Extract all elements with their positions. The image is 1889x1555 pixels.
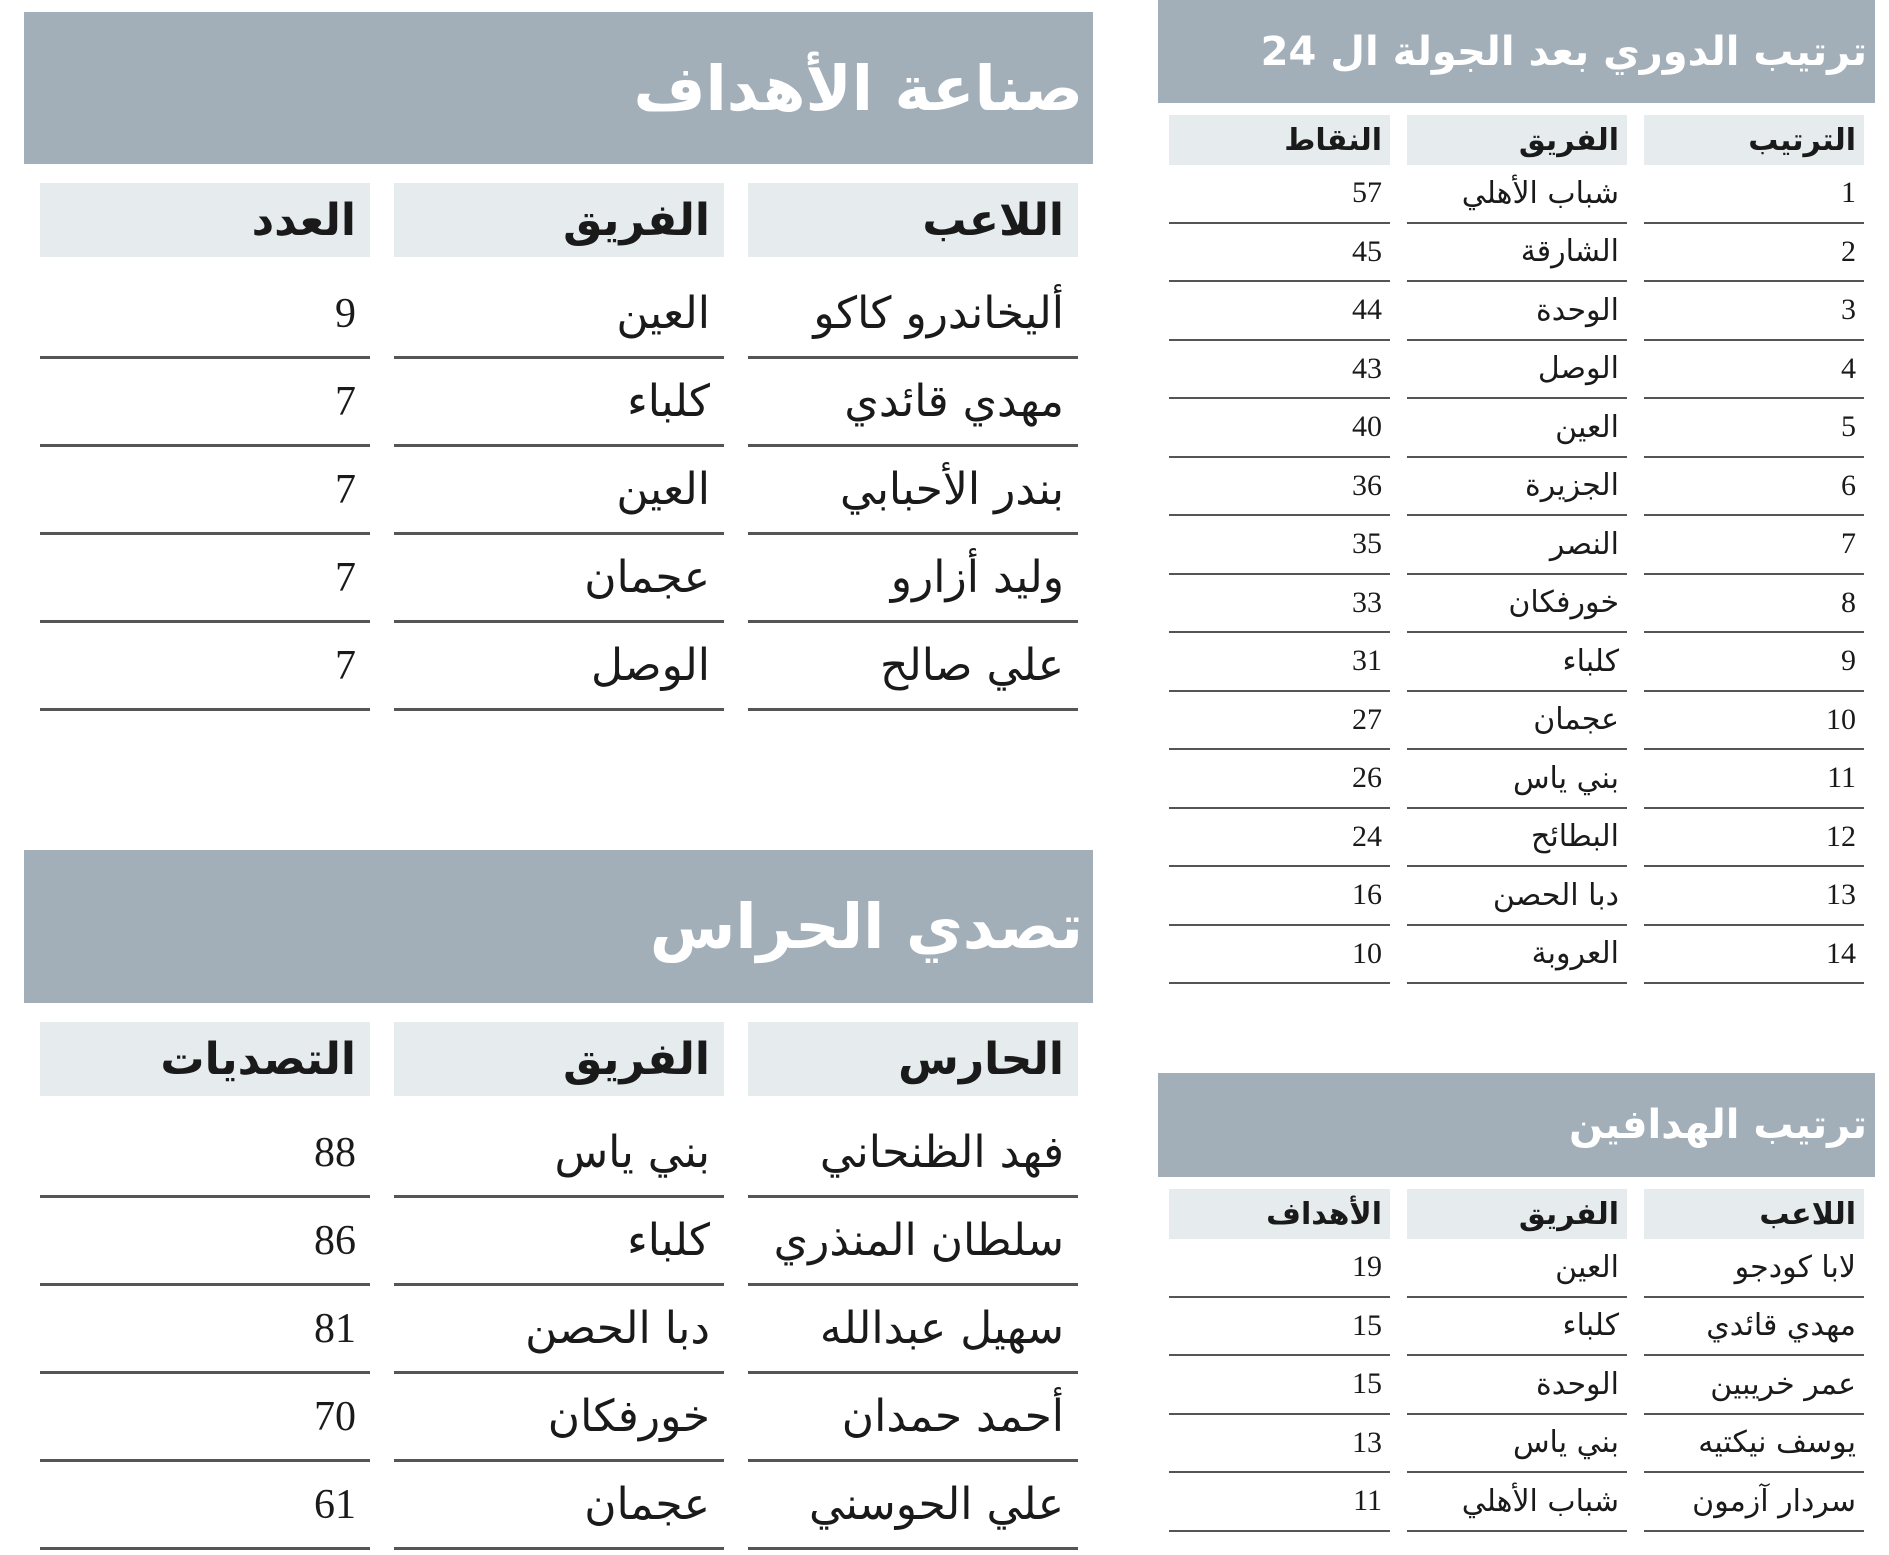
assists-player-cell: وليد أزارو bbox=[748, 535, 1078, 623]
standings-points-cell: 44 bbox=[1169, 282, 1390, 341]
standings-col-points bbox=[1169, 115, 1390, 984]
goalkeeper-name-cell: أحمد حمدان bbox=[748, 1374, 1078, 1462]
standings-points-cell: 31 bbox=[1169, 633, 1390, 692]
column-header-count: العدد bbox=[40, 183, 370, 257]
assists-team-cell: عجمان bbox=[394, 535, 724, 623]
scorer-name-cell: يوسف نيكتيه bbox=[1644, 1415, 1864, 1474]
column-header-team: الفريق bbox=[394, 183, 724, 257]
standings-col-team bbox=[1407, 115, 1627, 984]
standings-team-cell: شباب الأهلي bbox=[1407, 165, 1627, 224]
scorer-team-cell: كلباء bbox=[1407, 1298, 1627, 1357]
assists-col-player bbox=[748, 183, 1078, 711]
assists-count-cell: 7 bbox=[40, 359, 370, 447]
goalkeeper-team-cell: عجمان bbox=[394, 1462, 724, 1550]
standings-team-cell: النصر bbox=[1407, 516, 1627, 575]
scorer-team-cell: بني ياس bbox=[1407, 1415, 1627, 1474]
standings-rank-cell: 10 bbox=[1644, 692, 1864, 751]
scorer-name-cell: مهدي قائدي bbox=[1644, 1298, 1864, 1357]
standings-rank-cell: 4 bbox=[1644, 341, 1864, 400]
standings-rank-cell: 13 bbox=[1644, 867, 1864, 926]
assists-team-cell: العين bbox=[394, 447, 724, 535]
column-header-saves: التصديات bbox=[40, 1022, 370, 1096]
column-header-team: الفريق bbox=[1407, 1189, 1627, 1239]
scorer-team-cell: العين bbox=[1407, 1239, 1627, 1298]
scorer-name-cell: سردار آزمون bbox=[1644, 1473, 1864, 1532]
goalkeepers-col-saves bbox=[40, 1022, 370, 1550]
standings-rank-cell: 8 bbox=[1644, 575, 1864, 634]
column-header-rank: الترتيب bbox=[1644, 115, 1864, 165]
goalkeepers-col-player bbox=[748, 1022, 1078, 1550]
goalkeepers-title: تصدي الحراس bbox=[649, 890, 1083, 963]
scorer-goals-cell: 15 bbox=[1169, 1356, 1390, 1415]
standings-title-banner bbox=[1158, 0, 1875, 103]
assists-player-cell: أليخاندرو كاكو bbox=[748, 271, 1078, 359]
scorers-title: ترتيب الهدافين bbox=[1569, 1102, 1867, 1148]
assists-title-banner bbox=[24, 12, 1093, 164]
goalkeeper-team-cell: دبا الحصن bbox=[394, 1286, 724, 1374]
goalkeeper-saves-cell: 70 bbox=[40, 1374, 370, 1462]
scorer-goals-cell: 15 bbox=[1169, 1298, 1390, 1357]
assists-player-cell: مهدي قائدي bbox=[748, 359, 1078, 447]
goalkeeper-name-cell: علي الحوسني bbox=[748, 1462, 1078, 1550]
scorer-team-cell: شباب الأهلي bbox=[1407, 1473, 1627, 1532]
assists-player-cell: بندر الأحبابي bbox=[748, 447, 1078, 535]
assists-title: صناعة الأهداف bbox=[633, 51, 1083, 125]
scorers-col-team bbox=[1407, 1189, 1627, 1532]
assists-team-cell: العين bbox=[394, 271, 724, 359]
column-header-goals: الأهداف bbox=[1169, 1189, 1390, 1239]
column-header-team: الفريق bbox=[1407, 115, 1627, 165]
assists-count-cell: 7 bbox=[40, 535, 370, 623]
standings-rank-cell: 12 bbox=[1644, 809, 1864, 868]
standings-rank-cell: 1 bbox=[1644, 165, 1864, 224]
standings-points-cell: 40 bbox=[1169, 399, 1390, 458]
goalkeeper-name-cell: سلطان المنذري bbox=[748, 1198, 1078, 1286]
standings-team-cell: الشارقة bbox=[1407, 224, 1627, 283]
assists-count-cell: 7 bbox=[40, 623, 370, 711]
standings-rank-cell: 7 bbox=[1644, 516, 1864, 575]
standings-team-cell: خورفكان bbox=[1407, 575, 1627, 634]
assists-team-cell: الوصل bbox=[394, 623, 724, 711]
standings-points-cell: 45 bbox=[1169, 224, 1390, 283]
standings-title: ترتيب الدوري بعد الجولة ال 24 bbox=[1260, 28, 1867, 75]
goalkeeper-team-cell: خورفكان bbox=[394, 1374, 724, 1462]
standings-team-cell: الوصل bbox=[1407, 341, 1627, 400]
goalkeeper-team-cell: كلباء bbox=[394, 1198, 724, 1286]
standings-team-cell: دبا الحصن bbox=[1407, 867, 1627, 926]
standings-rank-cell: 3 bbox=[1644, 282, 1864, 341]
standings-team-cell: العروبة bbox=[1407, 926, 1627, 985]
assists-count-cell: 9 bbox=[40, 271, 370, 359]
scorer-goals-cell: 11 bbox=[1169, 1473, 1390, 1532]
standings-points-cell: 33 bbox=[1169, 575, 1390, 634]
column-header-player: اللاعب bbox=[748, 183, 1078, 257]
assists-col-count bbox=[40, 183, 370, 711]
standings-points-cell: 16 bbox=[1169, 867, 1390, 926]
goalkeeper-team-cell: بني ياس bbox=[394, 1110, 724, 1198]
standings-rank-cell: 6 bbox=[1644, 458, 1864, 517]
scorer-name-cell: عمر خريبين bbox=[1644, 1356, 1864, 1415]
scorers-title-banner bbox=[1158, 1073, 1875, 1177]
standings-rank-cell: 9 bbox=[1644, 633, 1864, 692]
goalkeeper-saves-cell: 86 bbox=[40, 1198, 370, 1286]
standings-team-cell: الجزيرة bbox=[1407, 458, 1627, 517]
goalkeeper-saves-cell: 81 bbox=[40, 1286, 370, 1374]
goalkeepers-title-banner bbox=[24, 850, 1093, 1003]
standings-team-cell: عجمان bbox=[1407, 692, 1627, 751]
standings-col-rank bbox=[1644, 115, 1864, 984]
scorers-col-player bbox=[1644, 1189, 1864, 1532]
assists-team-cell: كلباء bbox=[394, 359, 724, 447]
goalkeeper-name-cell: فهد الظنحاني bbox=[748, 1110, 1078, 1198]
goalkeepers-col-team bbox=[394, 1022, 724, 1550]
standings-rank-cell: 14 bbox=[1644, 926, 1864, 985]
standings-points-cell: 27 bbox=[1169, 692, 1390, 751]
column-header-goalkeeper: الحارس bbox=[748, 1022, 1078, 1096]
column-header-player: اللاعب bbox=[1644, 1189, 1864, 1239]
standings-points-cell: 35 bbox=[1169, 516, 1390, 575]
column-header-points: النقاط bbox=[1169, 115, 1390, 165]
scorer-goals-cell: 19 bbox=[1169, 1239, 1390, 1298]
standings-team-cell: الوحدة bbox=[1407, 282, 1627, 341]
assists-count-cell: 7 bbox=[40, 447, 370, 535]
assists-col-team bbox=[394, 183, 724, 711]
column-header-team: الفريق bbox=[394, 1022, 724, 1096]
standings-points-cell: 26 bbox=[1169, 750, 1390, 809]
standings-rank-cell: 11 bbox=[1644, 750, 1864, 809]
standings-points-cell: 24 bbox=[1169, 809, 1390, 868]
scorers-col-goals bbox=[1169, 1189, 1390, 1532]
standings-points-cell: 57 bbox=[1169, 165, 1390, 224]
standings-team-cell: البطائح bbox=[1407, 809, 1627, 868]
goalkeeper-saves-cell: 61 bbox=[40, 1462, 370, 1550]
standings-points-cell: 10 bbox=[1169, 926, 1390, 985]
goalkeeper-name-cell: سهيل عبدالله bbox=[748, 1286, 1078, 1374]
standings-team-cell: العين bbox=[1407, 399, 1627, 458]
scorer-team-cell: الوحدة bbox=[1407, 1356, 1627, 1415]
scorer-name-cell: لابا كودجو bbox=[1644, 1239, 1864, 1298]
standings-rank-cell: 2 bbox=[1644, 224, 1864, 283]
standings-team-cell: كلباء bbox=[1407, 633, 1627, 692]
assists-player-cell: علي صالح bbox=[748, 623, 1078, 711]
goalkeeper-saves-cell: 88 bbox=[40, 1110, 370, 1198]
standings-points-cell: 36 bbox=[1169, 458, 1390, 517]
standings-team-cell: بني ياس bbox=[1407, 750, 1627, 809]
standings-rank-cell: 5 bbox=[1644, 399, 1864, 458]
scorer-goals-cell: 13 bbox=[1169, 1415, 1390, 1474]
standings-points-cell: 43 bbox=[1169, 341, 1390, 400]
